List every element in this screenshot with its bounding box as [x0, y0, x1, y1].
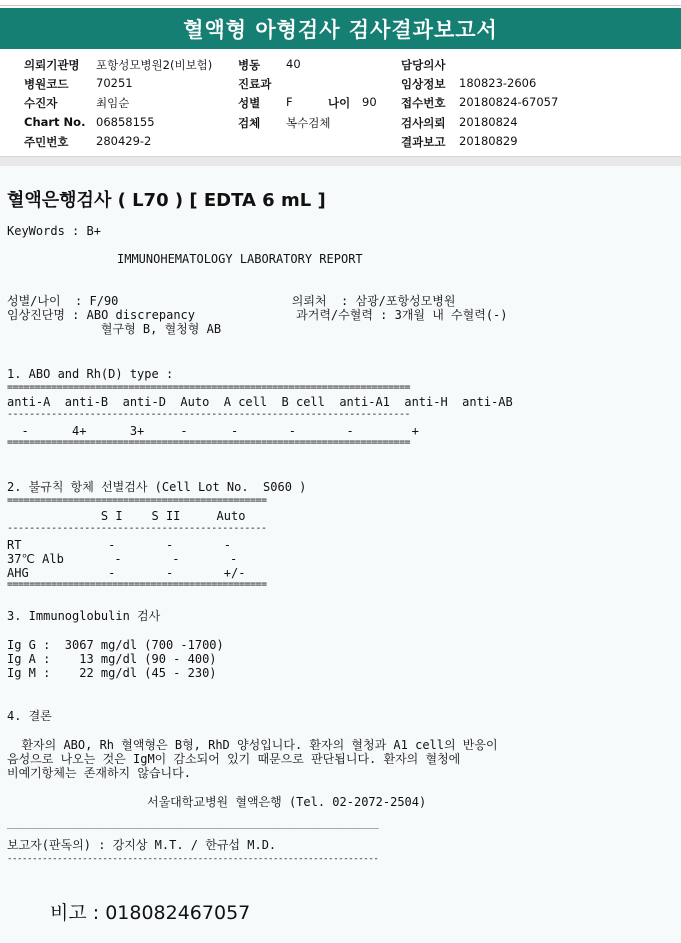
patient-value: 최임순	[96, 96, 130, 110]
rrn-value: 280429-2	[96, 134, 152, 148]
window-top-edge	[0, 0, 681, 6]
patient-line-2: 임상진단명 : ABO discrepancy 과거력/수혈력 : 3개월 내 수혈력(-)	[7, 308, 508, 322]
chart-label: Chart No.	[24, 115, 86, 129]
report-title-text: 혈액형 아형검사 검사결과보고서	[183, 17, 498, 42]
request-label: 검사의뢰	[401, 116, 446, 130]
lab-contact: 서울대학교병원 혈액은행 (Tel. 02-2072-2504)	[147, 795, 427, 809]
hospital-label: 의뢰기관명	[24, 58, 80, 72]
report-date-value: 20180829	[459, 134, 518, 148]
abo-rule-bottom: =========================================================================	[7, 437, 410, 448]
report-title	[0, 8, 681, 49]
hospital-value: 포항성모병원2(비보험)	[96, 58, 213, 72]
screen-header-row: S I S II Auto	[7, 509, 246, 523]
reporter-rule-top: __________________________________________________________________________	[7, 820, 379, 830]
abo-heading: 1. ABO and Rh(D) type :	[7, 367, 174, 381]
screen-heading: 2. 불규칙 항체 선별검사 (Cell Lot No. S060 )	[7, 480, 307, 494]
conclusion-line: 음성으로 나오는 것은 IgM이 감소되어 있기 때문으로 판단됩니다. 환자의 혈청에	[7, 752, 461, 766]
abo-rule-mid: -------------------------------------------------------------------------	[7, 409, 410, 420]
patient-label: 수진자	[24, 96, 58, 110]
ig-row: Ig A : 13 mg/dl (90 - 400)	[7, 652, 217, 666]
patient-line-1: 성별/나이 : F/90 의뢰처 : 삼광/포항성모병원	[7, 294, 456, 308]
clinical-label: 임상정보	[401, 77, 446, 91]
screen-row: 37℃ Alb - - -	[7, 552, 238, 566]
screen-rule-bottom: ===============================================	[7, 579, 267, 590]
ward-label: 병동	[238, 58, 261, 72]
screen-row: AHG - - +/-	[7, 566, 246, 580]
reporter: 보고자(판독의) : 강지상 M.T. / 한규섭 M.D.	[7, 838, 277, 852]
section-separator	[0, 156, 681, 166]
conclusion-line: 비예기항체는 존재하지 않습니다.	[7, 766, 191, 780]
conclusion-line: 환자의 ABO, Rh 혈액형은 B형, RhD 양성입니다. 환자의 혈청과 A1 cell의 반응이	[7, 738, 498, 752]
receipt-label: 접수번호	[401, 96, 446, 110]
sex-value: F	[286, 95, 293, 109]
abo-values-row: - 4+ 3+ - - - - +	[7, 424, 419, 438]
lab-report-title: IMMUNOHEMATOLOGY LABORATORY REPORT	[117, 252, 363, 266]
screen-rule-top: ===============================================	[7, 495, 267, 506]
reporter-rule-bottom: --------------------------------------------------------------------------	[7, 854, 379, 864]
age-label: 나이	[328, 96, 351, 110]
clinical-value: 180823-2606	[459, 76, 537, 90]
code-label: 병원코드	[24, 77, 69, 91]
patient-info-panel	[0, 52, 681, 152]
request-value: 20180824	[459, 115, 518, 129]
keywords: KeyWords : B+	[7, 224, 101, 238]
remark: 비고 : 018082467057	[50, 902, 251, 924]
specimen-value: 복수검체	[286, 116, 331, 130]
rrn-label: 주민번호	[24, 135, 69, 149]
abo-header-row: anti-A anti-B anti-D Auto A cell B cell anti-A1 anti-H anti-AB	[7, 395, 513, 409]
patient-line-3: 혈구형 B, 혈청형 AB	[7, 322, 222, 336]
code-value: 70251	[96, 76, 133, 90]
specimen-label: 검체	[238, 116, 261, 130]
ig-heading: 3. Immunoglobulin 검사	[7, 609, 161, 623]
dept-label: 진료과	[238, 77, 272, 91]
ig-row: Ig G : 3067 mg/dl (700 -1700)	[7, 638, 224, 652]
age-value: 90	[362, 95, 377, 109]
receipt-value: 20180824-67057	[459, 95, 559, 109]
chart-value: 06858155	[96, 115, 155, 129]
screen-rule-mid: -----------------------------------------------	[7, 523, 267, 534]
ig-row: Ig M : 22 mg/dl (45 - 230)	[7, 666, 217, 680]
section-title: 혈액은행검사 ( L70 ) [ EDTA 6 mL ]	[7, 190, 326, 211]
abo-rule-top: =========================================================================	[7, 382, 410, 393]
screen-row: RT - - -	[7, 538, 231, 552]
ward-value: 40	[286, 57, 301, 71]
conclusion-heading: 4. 결론	[7, 709, 52, 723]
report-date-label: 결과보고	[401, 135, 446, 149]
doctor-label: 담당의사	[401, 58, 446, 72]
sex-label: 성별	[238, 96, 261, 110]
